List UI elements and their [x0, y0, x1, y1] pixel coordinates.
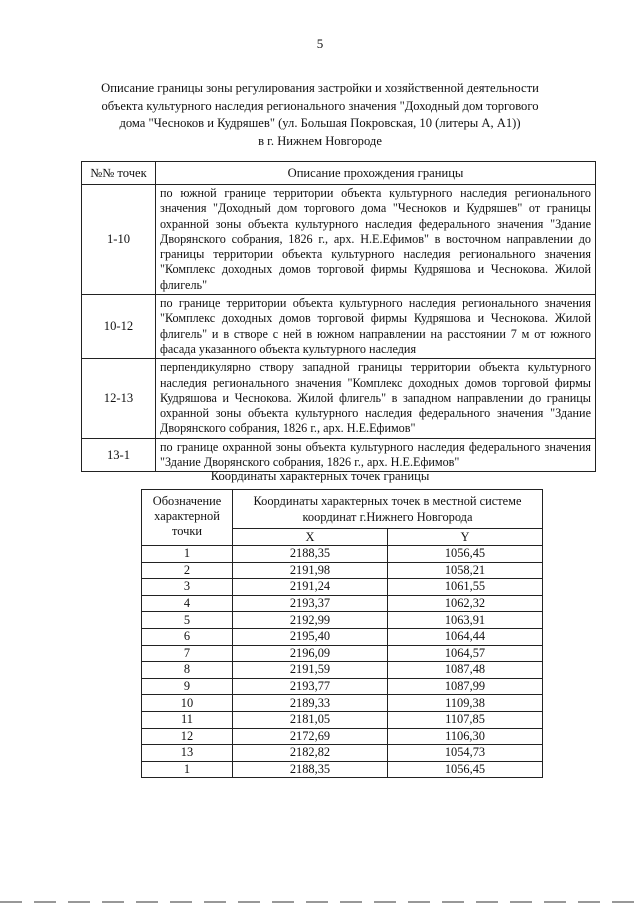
- table-row: [142, 579, 543, 596]
- x-coordinate-cell: 2181,05: [233, 711, 388, 728]
- y-column-header: Y: [387, 529, 542, 546]
- description-cell: по границе территории объекта культурного наследия регионального значения "Комплекс доходных домов торговой фирмы Кудряшова и Чеснокова. Жилой флигель" и в створе с ней в южном направлении на расстоянии 7 м от южного фасада указанного объекта культурного наследия: [156, 295, 596, 359]
- y-coordinate-cell: 1062,32: [387, 595, 542, 612]
- x-coordinate-cell: 2192,99: [233, 612, 388, 629]
- y-coordinate-cell: 1064,57: [387, 645, 542, 662]
- y-coordinate-cell: 1087,48: [387, 662, 542, 679]
- table-row: [82, 295, 596, 359]
- description-column-header: Описание прохождения границы: [156, 162, 596, 185]
- document-title: [80, 80, 560, 150]
- description-cell: по южной границе территории объекта культурного наследия регионального значения "Доходный дом торгового дома "Чесноков и Кудряшев" от границы охранной зоны объекта культурного наследия федерального значения "Здание Дворянского собрания, 1826 г., арх. Н.Е.Ефимов" в восточном направлении до границы территории объекта культурного наследия регионального значения "Комплекс доходных домов торговой фирмы Кудряшова и Чеснокова. Жилой флигель": [156, 185, 596, 295]
- y-coordinate-cell: 1061,55: [387, 579, 542, 596]
- point-cell: 2: [142, 562, 233, 579]
- coordinates-group-header: Координаты характерных точек в местной системе координат г.Нижнего Новгорода: [233, 490, 543, 529]
- description-cell: перпендикулярно створу западной границы территории объекта культурного наследия регионального значения "Комплекс доходных домов торговой фирмы Кудряшова и Чеснокова. Жилой флигель" в западном направлении до границы охранной зоны объекта культурного наследия федерального значения "Здание Дворянского собрания, 1826 г., арх. Н.Е.Ефимов": [156, 359, 596, 438]
- x-coordinate-cell: 2189,33: [233, 695, 388, 712]
- table-row: [142, 645, 543, 662]
- table-row: [142, 628, 543, 645]
- points-cell: 1-10: [82, 185, 156, 295]
- title-line: объекта культурного наследия регионального значения "Доходный дом торгового: [101, 98, 539, 113]
- table-row: [142, 612, 543, 629]
- x-coordinate-cell: 2191,59: [233, 662, 388, 679]
- x-coordinate-cell: 2191,98: [233, 562, 388, 579]
- point-cell: 1: [142, 546, 233, 563]
- y-coordinate-cell: 1054,73: [387, 745, 542, 762]
- table-header-row: [82, 162, 596, 185]
- point-cell: 9: [142, 678, 233, 695]
- table-row: [82, 438, 596, 472]
- points-cell: 12-13: [82, 359, 156, 438]
- point-cell: 8: [142, 662, 233, 679]
- title-line: в г. Нижнем Новгороде: [258, 133, 382, 148]
- table-row: [142, 662, 543, 679]
- table-row: [142, 728, 543, 745]
- points-cell: 13-1: [82, 438, 156, 472]
- x-coordinate-cell: 2182,82: [233, 745, 388, 762]
- table-row: [142, 678, 543, 695]
- y-coordinate-cell: 1109,38: [387, 695, 542, 712]
- table-row: [82, 185, 596, 295]
- point-cell: 4: [142, 595, 233, 612]
- table-header-row: [142, 490, 543, 529]
- y-coordinate-cell: 1063,91: [387, 612, 542, 629]
- page-number: 5: [316, 36, 324, 51]
- point-cell: 7: [142, 645, 233, 662]
- points-column-header: №№ точек: [82, 162, 156, 185]
- y-coordinate-cell: 1106,30: [387, 728, 542, 745]
- point-cell: 3: [142, 579, 233, 596]
- y-coordinate-cell: 1087,99: [387, 678, 542, 695]
- table-row: [142, 761, 543, 778]
- x-coordinate-cell: 2195,40: [233, 628, 388, 645]
- y-coordinate-cell: 1058,21: [387, 562, 542, 579]
- point-cell: 12: [142, 728, 233, 745]
- point-cell: 10: [142, 695, 233, 712]
- point-cell: 1: [142, 761, 233, 778]
- description-cell: по границе охранной зоны объекта культурного наследия федерального значения "Здание Дворянского собрания, 1826 г., арх. Н.Е.Ефимов": [156, 438, 596, 472]
- table-row: [142, 745, 543, 762]
- table-row: [142, 595, 543, 612]
- y-coordinate-cell: 1107,85: [387, 711, 542, 728]
- x-column-header: X: [233, 529, 388, 546]
- x-coordinate-cell: 2188,35: [233, 761, 388, 778]
- coordinates-title: Координаты характерных точек границы: [210, 469, 430, 483]
- x-coordinate-cell: 2193,77: [233, 678, 388, 695]
- scan-edge-artifact: [0, 901, 640, 903]
- table-row: [142, 711, 543, 728]
- y-coordinate-cell: 1064,44: [387, 628, 542, 645]
- points-cell: 10-12: [82, 295, 156, 359]
- point-cell: 5: [142, 612, 233, 629]
- table-row: [82, 359, 596, 438]
- x-coordinate-cell: 2188,35: [233, 546, 388, 563]
- point-label-header: Обозначение характерной точки: [142, 490, 233, 546]
- y-coordinate-cell: 1056,45: [387, 546, 542, 563]
- x-coordinate-cell: 2191,24: [233, 579, 388, 596]
- x-coordinate-cell: 2193,37: [233, 595, 388, 612]
- x-coordinate-cell: 2172,69: [233, 728, 388, 745]
- point-cell: 13: [142, 745, 233, 762]
- table-row: [142, 562, 543, 579]
- point-cell: 11: [142, 711, 233, 728]
- title-line: дома "Чесноков и Кудряшев" (ул. Большая Покровская, 10 (литеры А, А1)): [119, 116, 521, 130]
- coordinates-table: [141, 489, 543, 778]
- table-row: [142, 695, 543, 712]
- coordinates-table-body: [142, 546, 543, 778]
- point-cell: 6: [142, 628, 233, 645]
- x-coordinate-cell: 2196,09: [233, 645, 388, 662]
- table-row: [142, 546, 543, 563]
- y-coordinate-cell: 1056,45: [387, 761, 542, 778]
- title-line: Описание границы зоны регулирования застройки и хозяйственной деятельности: [101, 81, 539, 95]
- boundary-description-table: [81, 161, 596, 472]
